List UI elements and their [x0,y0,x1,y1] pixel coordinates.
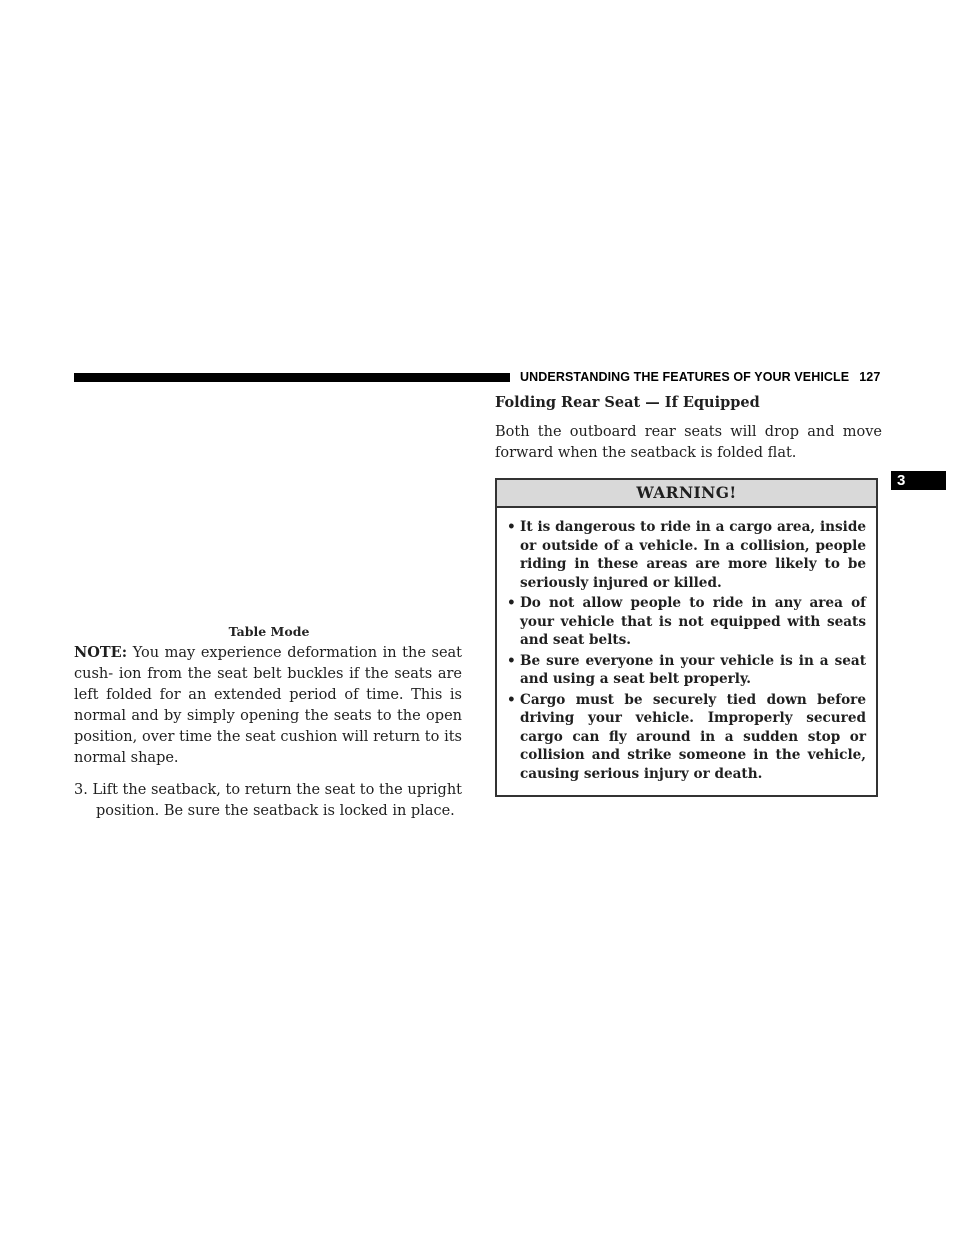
bullet-icon: • [507,519,516,535]
warning-item: • Do not allow people to ride in any area of your vehicle that is not equipped with seats and seat belts. [507,595,866,648]
section-heading: Folding Rear Seat — If Equipped [495,394,760,411]
bullet-icon: • [507,691,516,708]
header-rule [74,373,510,382]
warning-title: WARNING! [497,480,876,508]
bullet-icon: • [507,595,516,611]
note-paragraph [74,642,462,769]
step-3: 3. Lift the seatback, to return the seat to the upright position. Be sure the seatback is locked in place. [74,782,462,819]
warning-box [495,478,878,797]
running-header [520,370,892,384]
bullet-icon: • [507,652,516,669]
page-number: 127 [859,370,881,384]
warning-list [497,508,876,795]
header-section-title: UNDERSTANDING THE FEATURES OF YOUR VEHICLE [520,370,850,384]
warning-item: • Be sure everyone in your vehicle is in a seat and using a seat belt properly. [507,652,866,687]
chapter-tab: 3 [891,471,946,490]
right-column [495,392,882,797]
note-label: NOTE: [74,644,128,661]
warning-item: • Cargo must be securely tied down before driving your vehicle. Improperly secured cargo can fly around in a sudden stop or collision and strike someone in the vehicle, causing serious injury or death. [507,691,866,782]
left-column [74,642,462,833]
note-text: You may experience deformation in the seat cush- ion from the seat belt buckles if the seats are left folded for an extended period of time. This is normal and by simply opening the seats to the open position, over time the seat cushion will return to its normal shape. [74,645,463,766]
intro-paragraph: Both the outboard rear seats will drop and move forward when the seatback is folded flat. [495,424,882,461]
figure-caption: Table Mode [228,624,310,639]
warning-item: • It is dangerous to ride in a cargo area, inside or outside of a vehicle. In a collision, people riding in these areas are more likely to be seriously injured or killed. [507,519,866,591]
